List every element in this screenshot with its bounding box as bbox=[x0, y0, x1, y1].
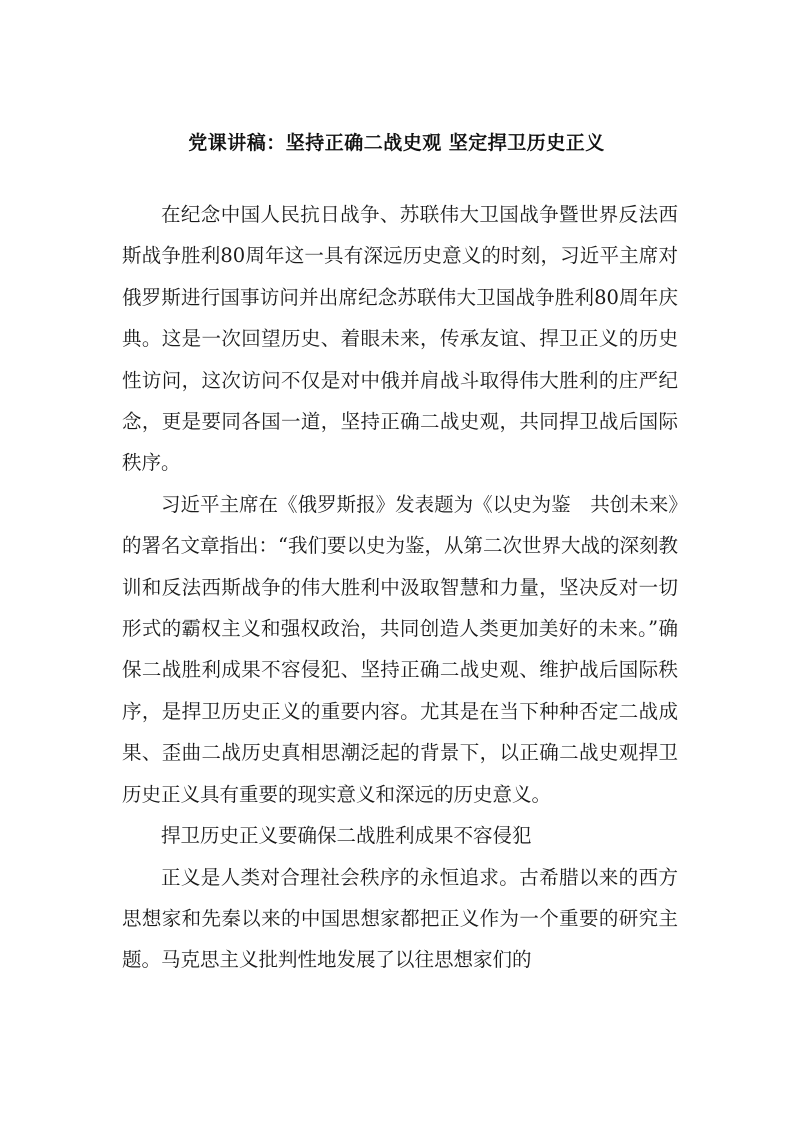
paragraph-justice: 正义是人类对合理社会秩序的永恒追求。古希腊以来的西方思想家和先秦以来的中国思想家都把正义作为一个重要的研究主题。马克思主义批判性地发展了以往思想家们的 bbox=[122, 865, 678, 972]
section-heading: 捍卫历史正义要确保二战胜利成果不容侵犯 bbox=[161, 824, 532, 848]
paragraph-intro: 在纪念中国人民抗日战争、苏联伟大卫国战争暨世界反法西斯战争胜利80周年这一具有深远历史意义的时刻，习近平主席对俄罗斯进行国事访问并出席纪念苏联伟大卫国战争胜利80周年庆典。这是一次回望历史、着眼未来，传承友谊、捍卫正义的历史性访问，这次访问不仅是对中俄并肩战斗取得伟大胜利的庄严纪念，更是要同各国一道，坚持正确二战史观，共同捍卫战后国际秩序。 bbox=[122, 203, 678, 475]
document-body bbox=[122, 194, 678, 981]
page-title: 党课讲稿：坚持正确二战史观 坚定捍卫历史正义 bbox=[188, 132, 605, 154]
paragraph-quote: 习近平主席在《俄罗斯报》发表题为《以史为鉴 共创未来》的署名文章指出：“我们要以史为鉴，从第二次世界大战的深刻教训和反法西斯战争的伟大胜利中汲取智慧和力量，坚决反对一切形式的霸权主义和强权政治，共同创造人类更加美好的未来。”确保二战胜利成果不容侵犯、坚持正确二战史观、维护战后国际秩序，是捍卫历史正义的重要内容。尤其是在当下种种否定二战成果、歪曲二战历史真相思潮泛起的背景下，以正确二战史观捍卫历史正义具有重要的现实意义和深远的历史意义。 bbox=[122, 492, 678, 806]
